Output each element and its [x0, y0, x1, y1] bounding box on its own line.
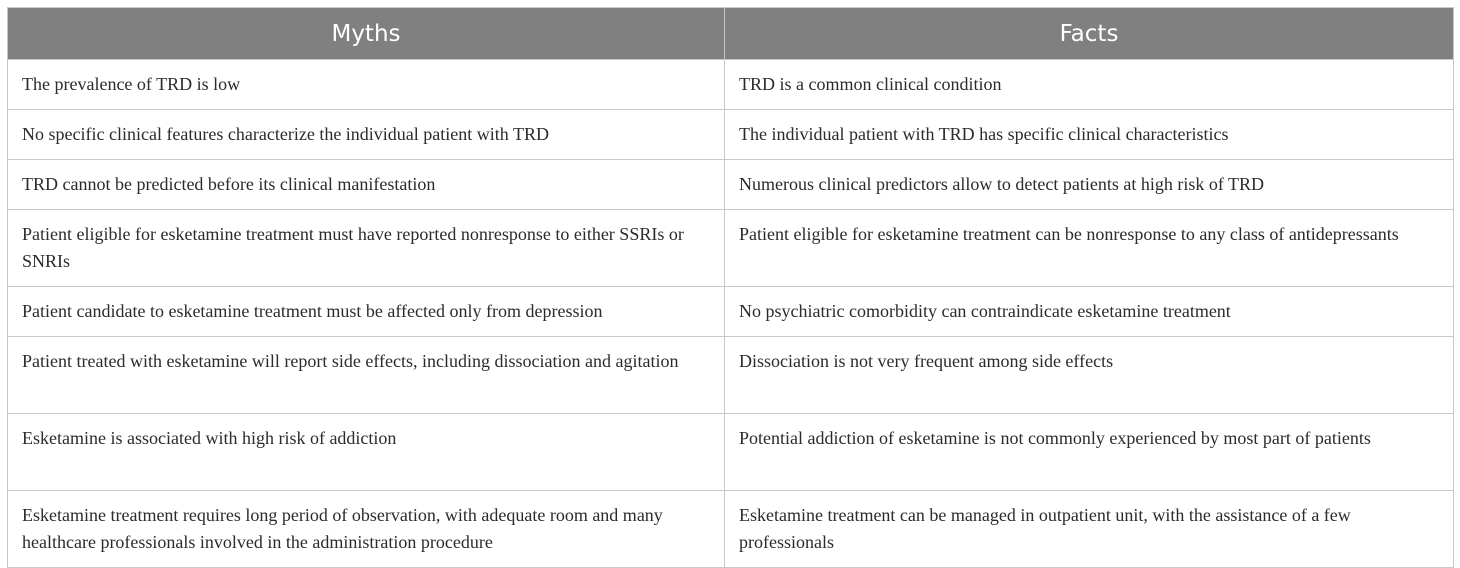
table-row — [8, 60, 1454, 110]
fact-cell: Esketamine treatment can be managed in outpatient unit, with the assistance of a few professionals — [725, 491, 1454, 568]
myths-facts-table-container — [7, 7, 1453, 568]
fact-cell: Dissociation is not very frequent among side effects — [725, 337, 1454, 414]
fact-cell: No psychiatric comorbidity can contraindicate esketamine treatment — [725, 287, 1454, 337]
table-row — [8, 110, 1454, 160]
table-row — [8, 414, 1454, 491]
header-row — [8, 8, 1454, 60]
fact-cell: Patient eligible for esketamine treatment can be nonresponse to any class of antidepressants — [725, 210, 1454, 287]
table-row — [8, 160, 1454, 210]
fact-cell: TRD is a common clinical condition — [725, 60, 1454, 110]
myth-cell: Patient eligible for esketamine treatment must have reported nonresponse to either SSRIs or SNRIs — [8, 210, 725, 287]
table-row — [8, 210, 1454, 287]
fact-cell: The individual patient with TRD has specific clinical characteristics — [725, 110, 1454, 160]
myth-cell: Patient candidate to esketamine treatment must be affected only from depression — [8, 287, 725, 337]
table-row — [8, 491, 1454, 568]
myth-cell: No specific clinical features characterize the individual patient with TRD — [8, 110, 725, 160]
myths-facts-table — [7, 7, 1454, 568]
myth-cell: TRD cannot be predicted before its clinical manifestation — [8, 160, 725, 210]
table-row — [8, 287, 1454, 337]
myth-cell: Esketamine is associated with high risk of addiction — [8, 414, 725, 491]
fact-cell: Potential addiction of esketamine is not commonly experienced by most part of patients — [725, 414, 1454, 491]
column-header-myths: Myths — [8, 8, 725, 60]
column-header-facts: Facts — [725, 8, 1454, 60]
table-row — [8, 337, 1454, 414]
fact-cell: Numerous clinical predictors allow to detect patients at high risk of TRD — [725, 160, 1454, 210]
myth-cell: Esketamine treatment requires long period of observation, with adequate room and many healthcare professionals involved in the administration procedure — [8, 491, 725, 568]
myth-cell: The prevalence of TRD is low — [8, 60, 725, 110]
myth-cell: Patient treated with esketamine will report side effects, including dissociation and agitation — [8, 337, 725, 414]
